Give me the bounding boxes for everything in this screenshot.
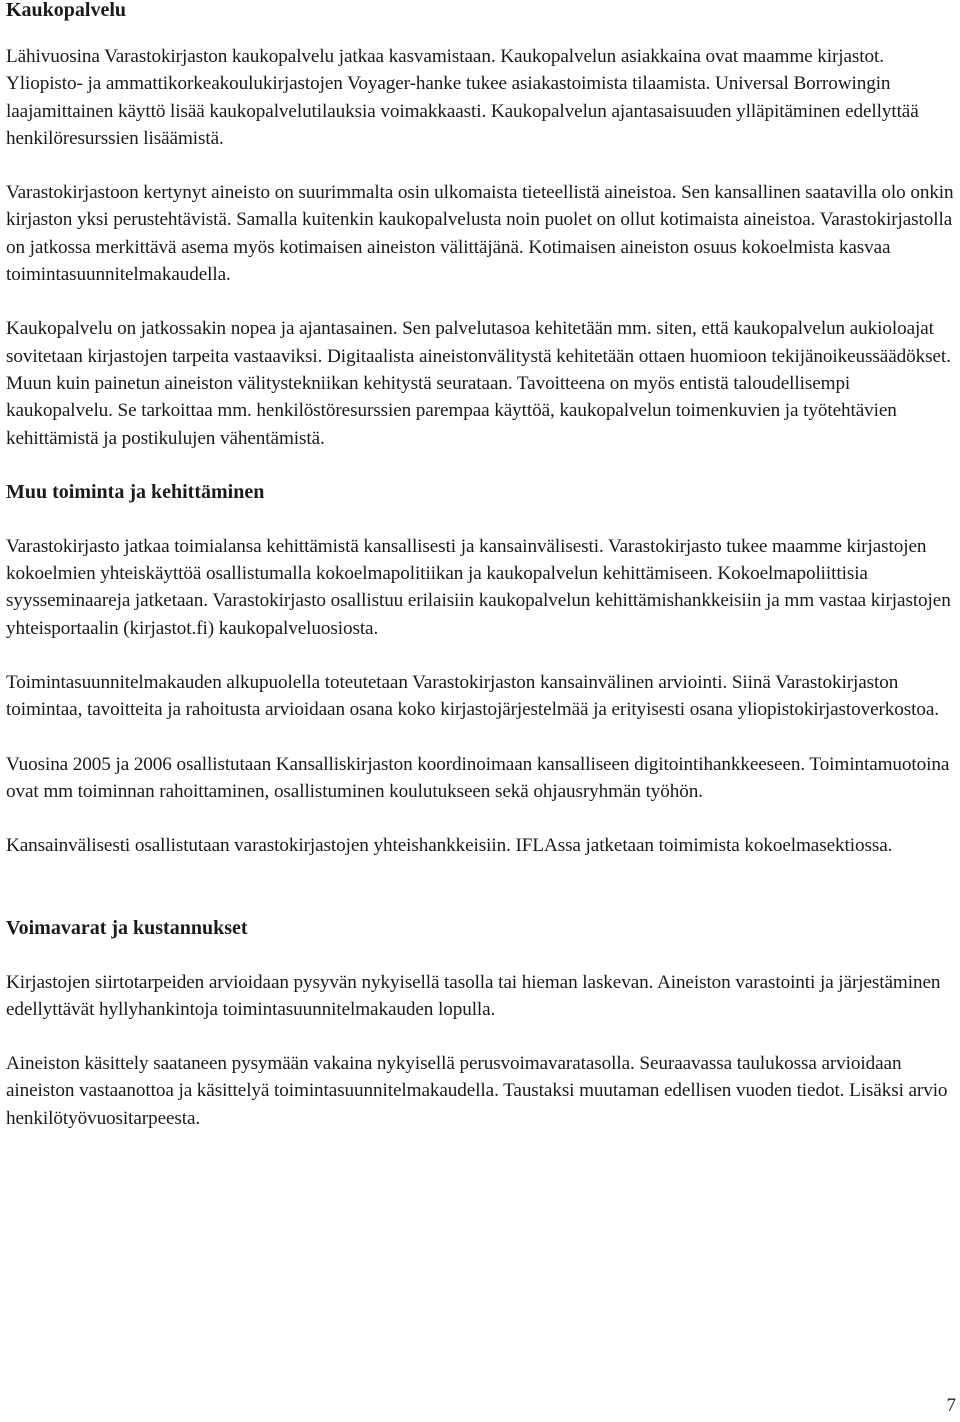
page-number: 7 xyxy=(946,1395,956,1416)
section-heading-muu-toiminta: Muu toiminta ja kehittäminen xyxy=(6,480,265,503)
paragraph: Varastokirjasto jatkaa toimialansa kehittämistä kansallisesti ja kansainvälisesti. Varastokirjasto tukee maamme kirjastojen kokoelmien yhteiskäyttöä osallistumalla kokoelmapolitiikan ja kaukopalvelun kehittämiseen. Kokoelmapoliittisia syysseminaareja jatketaan. Varastokirjasto osallistuu erilaisiin kaukopalvelun kehittämishankkeisiin ja mm vastaa kirjastojen yhteisportaalin (kirjastot.fi) kaukopalveluosiosta. xyxy=(6,535,951,639)
paragraph: Kansainvälisesti osallistutaan varastokirjastojen yhteishankkeisiin. IFLAssa jatketaan toimimista kokoelmasektiossa. xyxy=(6,835,893,857)
document-page xyxy=(6,0,956,1132)
section-heading-kaukopalvelu: Kaukopalvelu xyxy=(6,0,127,21)
paragraph: Lähivuosina Varastokirjaston kaukopalvelu jatkaa kasvamistaan. Kaukopalvelun asiakkaina ovat maamme kirjastot. Yliopisto- ja ammattikorkeakoulukirjastojen Voyager-hanke tukee asiakastoimista tilaamista. Universal Borrowingin laajamittainen käyttö lisää kaukopalvelutilauksia voimakkaasti. Kaukopalvelun ajantasaisuuden ylläpitäminen edellyttää henkilöresurssien lisäämistä. xyxy=(6,46,919,149)
paragraph: Toimintasuunnitelmakauden alkupuolella toteutetaan Varastokirjaston kansainvälinen arviointi. Siinä Varastokirjaston toimintaa, tavoitteita ja rahoitusta arvioidaan osana koko kirjastojärjestelmää ja erityisesti osana yliopistokirjastoverkostoa. xyxy=(6,672,939,721)
paragraph: Vuosina 2005 ja 2006 osallistutaan Kansalliskirjaston koordinoimaan kansalliseen digitointihankkeeseen. Toimintamuotoina ovat mm toiminnan rahoittaminen, osallistuminen koulutukseen sekä ohjausryhmän työhön. xyxy=(6,753,950,802)
paragraph: Aineiston käsittely saataneen pysymään vakaina nykyisellä perusvoimavaratasolla. Seuraavassa taulukossa arvioidaan aineiston vastaanottoa ja käsittelyä toimintasuunnitelmakaudella. Taustaksi muutaman edellisen vuoden tiedot. Lisäksi arvio henkilötyövuositarpeesta. xyxy=(6,1053,948,1129)
paragraph: Kirjastojen siirtotarpeiden arvioidaan pysyvän nykyisellä tasolla tai hieman laskevan. Aineiston varastointi ja järjestäminen edellyttävät hyllyhankintoja toimintasuunnitelmakauden lopulla. xyxy=(6,971,941,1020)
paragraph: Varastokirjastoon kertynyt aineisto on suurimmalta osin ulkomaista tieteellistä aineistoa. Sen kansallinen saatavilla olo onkin kirjaston yksi perustehtävistä. Samalla kuitenkin kaukopalvelusta noin puolet on ollut kotimaista aineistoa. Varastokirjastolla on jatkossa merkittävä asema myös kotimaisen aineiston välittäjänä. Kotimaisen aineiston osuus kokoelmista kasvaa toimintasuunnitelmakaudella. xyxy=(6,182,954,286)
paragraph: Kaukopalvelu on jatkossakin nopea ja ajantasainen. Sen palvelutasoa kehitetään mm. siten, että kaukopalvelun aukioloajat sovitetaan kirjastojen tarpeita vastaaviksi. Digitaalista aineistonvälitystä kehitetään ottaen huomioon tekijänoikeussäädökset. Muun kuin painetun aineiston välitystekniikan kehitystä seurataan. Tavoitteena on myös entistä taloudellisempi kaukopalvelu. Se tarkoittaa mm. henkilöstöresurssien parempaa käyttöä, kaukopalvelun toimenkuvien ja työtehtävien kehittämistä ja postikulujen vähentämistä. xyxy=(6,318,951,449)
section-heading-voimavarat: Voimavarat ja kustannukset xyxy=(6,916,248,939)
